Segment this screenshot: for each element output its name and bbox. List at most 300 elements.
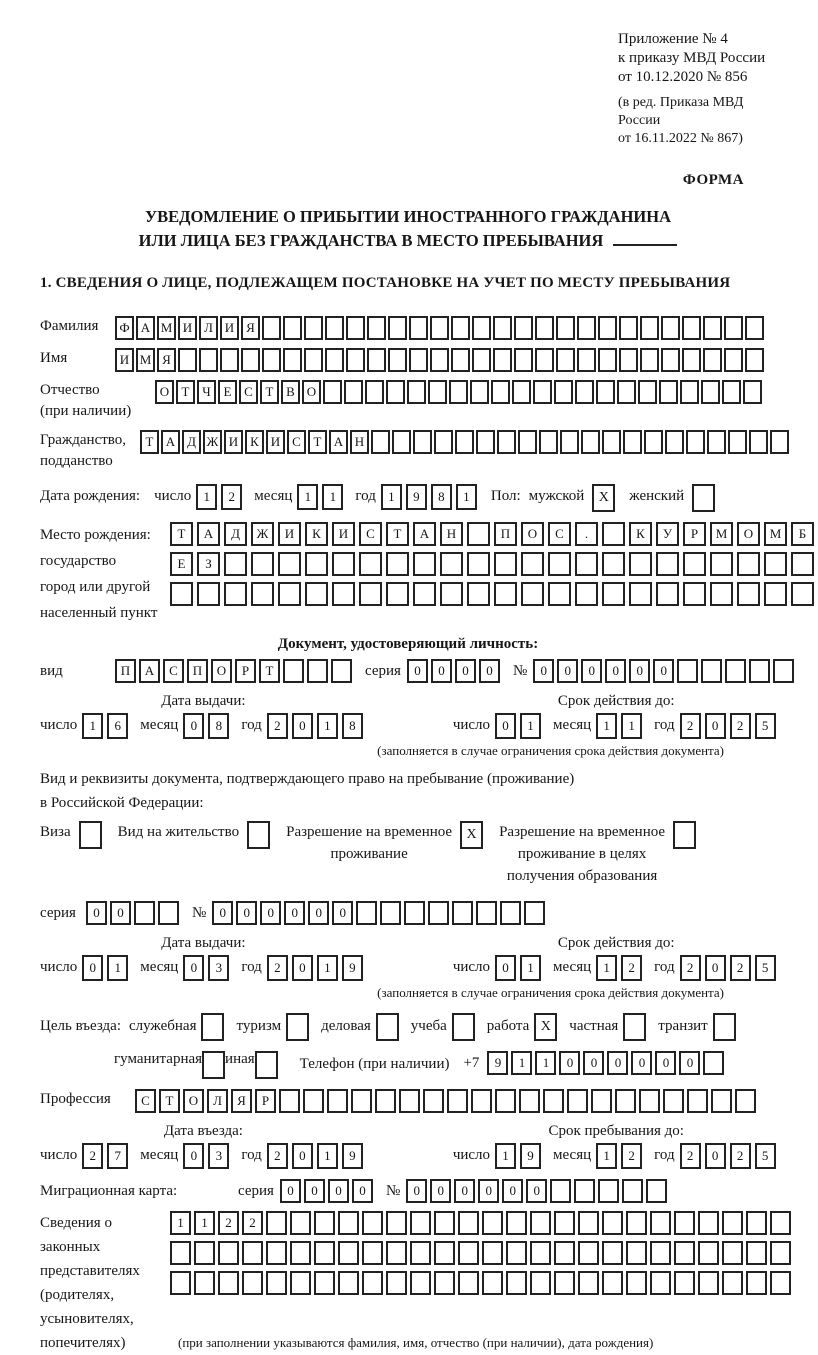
char-cell[interactable] — [458, 1211, 479, 1235]
char-cell[interactable]: Ф — [115, 316, 134, 340]
char-cell[interactable]: Т — [386, 522, 409, 546]
char-cell[interactable]: 1 — [535, 1051, 556, 1075]
char-cell[interactable] — [241, 348, 260, 372]
char-cell[interactable] — [665, 430, 684, 454]
char-cell[interactable]: Л — [207, 1089, 228, 1113]
char-cell[interactable] — [493, 348, 512, 372]
char-cell[interactable] — [388, 348, 407, 372]
char-cell[interactable]: З — [197, 552, 220, 576]
char-cell[interactable]: 0 — [679, 1051, 700, 1075]
char-cell[interactable] — [602, 430, 621, 454]
char-cell[interactable] — [514, 348, 533, 372]
char-cell[interactable] — [423, 1089, 444, 1113]
digit-cell[interactable]: 0 — [82, 955, 103, 981]
char-cell[interactable] — [314, 1211, 335, 1235]
char-cell[interactable] — [170, 1241, 191, 1265]
char-cell[interactable] — [323, 380, 342, 404]
checkbox[interactable] — [201, 1013, 224, 1041]
char-cell[interactable] — [710, 552, 733, 576]
checkbox[interactable] — [79, 821, 102, 849]
char-cell[interactable]: Я — [231, 1089, 252, 1113]
char-cell[interactable]: Ж — [251, 522, 274, 546]
char-cell[interactable]: 0 — [653, 659, 674, 683]
char-cell[interactable]: М — [710, 522, 733, 546]
char-cell[interactable] — [550, 1179, 571, 1203]
char-cell[interactable]: П — [187, 659, 208, 683]
char-cell[interactable] — [158, 901, 179, 925]
char-cell[interactable]: 0 — [304, 1179, 325, 1203]
char-cell[interactable]: О — [302, 380, 321, 404]
digit-cell[interactable]: 1 — [456, 484, 477, 510]
char-cell[interactable] — [178, 348, 197, 372]
char-cell[interactable]: 0 — [533, 659, 554, 683]
char-cell[interactable]: Ч — [197, 380, 216, 404]
char-cell[interactable]: 0 — [478, 1179, 499, 1203]
char-cell[interactable] — [170, 582, 193, 606]
digit-cell[interactable]: 1 — [621, 713, 642, 739]
char-cell[interactable] — [644, 430, 663, 454]
char-cell[interactable] — [467, 552, 490, 576]
char-cell[interactable] — [680, 380, 699, 404]
digit-cell[interactable]: 1 — [596, 713, 617, 739]
char-cell[interactable] — [615, 1089, 636, 1113]
char-cell[interactable] — [506, 1211, 527, 1235]
char-cell[interactable] — [434, 430, 453, 454]
char-cell[interactable]: 0 — [308, 901, 329, 925]
char-cell[interactable] — [617, 380, 636, 404]
char-cell[interactable] — [434, 1211, 455, 1235]
char-cell[interactable] — [626, 1241, 647, 1265]
char-cell[interactable] — [451, 316, 470, 340]
char-cell[interactable] — [413, 430, 432, 454]
digit-cell[interactable]: 0 — [495, 955, 516, 981]
digit-cell[interactable]: 0 — [183, 955, 204, 981]
char-cell[interactable] — [471, 1089, 492, 1113]
char-cell[interactable] — [629, 582, 652, 606]
char-cell[interactable] — [346, 316, 365, 340]
char-cell[interactable] — [698, 1211, 719, 1235]
char-cell[interactable] — [428, 901, 449, 925]
char-cell[interactable] — [262, 316, 281, 340]
char-cell[interactable] — [577, 316, 596, 340]
digit-cell[interactable]: 1 — [196, 484, 217, 510]
checkbox[interactable]: X — [534, 1013, 557, 1041]
char-cell[interactable] — [458, 1271, 479, 1295]
digit-cell[interactable]: 1 — [297, 484, 318, 510]
char-cell[interactable] — [325, 316, 344, 340]
char-cell[interactable]: С — [548, 522, 571, 546]
char-cell[interactable] — [530, 1241, 551, 1265]
digit-cell[interactable]: 2 — [621, 1143, 642, 1169]
digit-cell[interactable]: 2 — [680, 1143, 701, 1169]
char-cell[interactable] — [224, 552, 247, 576]
char-cell[interactable]: 0 — [352, 1179, 373, 1203]
char-cell[interactable] — [674, 1241, 695, 1265]
char-cell[interactable]: Р — [235, 659, 256, 683]
char-cell[interactable] — [494, 582, 517, 606]
char-cell[interactable] — [698, 1271, 719, 1295]
digit-cell[interactable]: 3 — [208, 1143, 229, 1169]
digit-cell[interactable]: 0 — [705, 713, 726, 739]
char-cell[interactable] — [404, 901, 425, 925]
char-cell[interactable] — [554, 1241, 575, 1265]
char-cell[interactable] — [434, 1241, 455, 1265]
char-cell[interactable] — [602, 1241, 623, 1265]
char-cell[interactable] — [674, 1271, 695, 1295]
char-cell[interactable] — [722, 1271, 743, 1295]
char-cell[interactable] — [770, 1241, 791, 1265]
char-cell[interactable] — [707, 430, 726, 454]
char-cell[interactable] — [386, 380, 405, 404]
char-cell[interactable] — [344, 380, 363, 404]
char-cell[interactable] — [409, 316, 428, 340]
char-cell[interactable] — [351, 1089, 372, 1113]
char-cell[interactable] — [602, 1271, 623, 1295]
digit-cell[interactable]: 2 — [730, 1143, 751, 1169]
digit-cell[interactable]: 6 — [107, 713, 128, 739]
char-cell[interactable] — [745, 316, 764, 340]
char-cell[interactable]: И — [115, 348, 134, 372]
char-cell[interactable] — [554, 1211, 575, 1235]
char-cell[interactable] — [371, 430, 390, 454]
char-cell[interactable] — [251, 582, 274, 606]
char-cell[interactable]: 2 — [242, 1211, 263, 1235]
char-cell[interactable] — [626, 1211, 647, 1235]
char-cell[interactable]: С — [239, 380, 258, 404]
char-cell[interactable]: 0 — [455, 659, 476, 683]
char-cell[interactable] — [639, 1089, 660, 1113]
char-cell[interactable] — [574, 1179, 595, 1203]
digit-cell[interactable]: 1 — [495, 1143, 516, 1169]
digit-cell[interactable]: 1 — [317, 1143, 338, 1169]
char-cell[interactable] — [745, 348, 764, 372]
char-cell[interactable]: А — [413, 522, 436, 546]
char-cell[interactable] — [458, 1241, 479, 1265]
char-cell[interactable] — [791, 582, 814, 606]
char-cell[interactable]: Е — [218, 380, 237, 404]
char-cell[interactable] — [242, 1241, 263, 1265]
char-cell[interactable] — [375, 1089, 396, 1113]
digit-cell[interactable]: 8 — [431, 484, 452, 510]
char-cell[interactable] — [548, 582, 571, 606]
char-cell[interactable] — [575, 552, 598, 576]
char-cell[interactable]: 0 — [502, 1179, 523, 1203]
char-cell[interactable] — [638, 380, 657, 404]
char-cell[interactable] — [380, 901, 401, 925]
char-cell[interactable]: О — [521, 522, 544, 546]
char-cell[interactable]: Р — [683, 522, 706, 546]
char-cell[interactable] — [476, 901, 497, 925]
char-cell[interactable] — [491, 380, 510, 404]
digit-cell[interactable]: 0 — [183, 713, 204, 739]
char-cell[interactable] — [746, 1241, 767, 1265]
checkbox[interactable] — [452, 1013, 475, 1041]
char-cell[interactable] — [409, 348, 428, 372]
char-cell[interactable] — [791, 552, 814, 576]
char-cell[interactable] — [338, 1271, 359, 1295]
char-cell[interactable] — [703, 1051, 724, 1075]
digit-cell[interactable]: 0 — [292, 955, 313, 981]
char-cell[interactable]: 0 — [430, 1179, 451, 1203]
char-cell[interactable] — [365, 380, 384, 404]
checkbox[interactable] — [376, 1013, 399, 1041]
char-cell[interactable] — [554, 1271, 575, 1295]
char-cell[interactable] — [737, 582, 760, 606]
char-cell[interactable] — [530, 1271, 551, 1295]
char-cell[interactable] — [514, 316, 533, 340]
char-cell[interactable] — [735, 1089, 756, 1113]
char-cell[interactable]: Т — [308, 430, 327, 454]
char-cell[interactable] — [629, 552, 652, 576]
digit-cell[interactable]: 8 — [208, 713, 229, 739]
digit-cell[interactable]: 2 — [621, 955, 642, 981]
char-cell[interactable] — [386, 582, 409, 606]
char-cell[interactable]: К — [629, 522, 652, 546]
char-cell[interactable] — [622, 1179, 643, 1203]
char-cell[interactable] — [314, 1241, 335, 1265]
char-cell[interactable] — [602, 522, 625, 546]
char-cell[interactable] — [640, 316, 659, 340]
char-cell[interactable]: С — [287, 430, 306, 454]
digit-cell[interactable]: 5 — [755, 955, 776, 981]
char-cell[interactable] — [410, 1271, 431, 1295]
char-cell[interactable] — [266, 1241, 287, 1265]
digit-cell[interactable]: 9 — [406, 484, 427, 510]
digit-cell[interactable]: 0 — [292, 1143, 313, 1169]
char-cell[interactable] — [218, 1241, 239, 1265]
char-cell[interactable] — [722, 1211, 743, 1235]
char-cell[interactable] — [197, 582, 220, 606]
digit-cell[interactable]: 1 — [596, 1143, 617, 1169]
char-cell[interactable] — [440, 582, 463, 606]
char-cell[interactable]: Д — [224, 522, 247, 546]
char-cell[interactable]: 0 — [629, 659, 650, 683]
char-cell[interactable] — [591, 1089, 612, 1113]
char-cell[interactable]: И — [220, 316, 239, 340]
char-cell[interactable] — [548, 552, 571, 576]
char-cell[interactable] — [663, 1089, 684, 1113]
char-cell[interactable] — [535, 316, 554, 340]
char-cell[interactable]: У — [656, 522, 679, 546]
digit-cell[interactable]: 1 — [107, 955, 128, 981]
char-cell[interactable]: 0 — [86, 901, 107, 925]
char-cell[interactable] — [362, 1241, 383, 1265]
char-cell[interactable] — [656, 552, 679, 576]
char-cell[interactable] — [482, 1211, 503, 1235]
char-cell[interactable] — [598, 348, 617, 372]
char-cell[interactable]: Ж — [203, 430, 222, 454]
checkbox[interactable] — [673, 821, 696, 849]
char-cell[interactable] — [362, 1271, 383, 1295]
char-cell[interactable]: 0 — [655, 1051, 676, 1075]
char-cell[interactable] — [482, 1241, 503, 1265]
char-cell[interactable] — [359, 552, 382, 576]
char-cell[interactable]: И — [278, 522, 301, 546]
char-cell[interactable] — [494, 552, 517, 576]
char-cell[interactable] — [430, 316, 449, 340]
char-cell[interactable] — [410, 1211, 431, 1235]
char-cell[interactable] — [764, 552, 787, 576]
char-cell[interactable]: 0 — [328, 1179, 349, 1203]
char-cell[interactable] — [543, 1089, 564, 1113]
char-cell[interactable] — [386, 1211, 407, 1235]
char-cell[interactable] — [279, 1089, 300, 1113]
char-cell[interactable]: О — [183, 1089, 204, 1113]
char-cell[interactable] — [472, 316, 491, 340]
char-cell[interactable]: 0 — [526, 1179, 547, 1203]
gender-male-checkbox[interactable]: X — [592, 484, 615, 512]
char-cell[interactable] — [575, 380, 594, 404]
checkbox[interactable] — [247, 821, 270, 849]
char-cell[interactable] — [619, 316, 638, 340]
char-cell[interactable]: 0 — [212, 901, 233, 925]
char-cell[interactable] — [278, 552, 301, 576]
char-cell[interactable] — [440, 552, 463, 576]
char-cell[interactable] — [519, 1089, 540, 1113]
char-cell[interactable] — [602, 552, 625, 576]
checkbox[interactable] — [286, 1013, 309, 1041]
char-cell[interactable]: 0 — [406, 1179, 427, 1203]
checkbox[interactable] — [202, 1051, 225, 1079]
char-cell[interactable] — [338, 1211, 359, 1235]
digit-cell[interactable]: 1 — [317, 713, 338, 739]
char-cell[interactable]: И — [224, 430, 243, 454]
digit-cell[interactable]: 2 — [267, 713, 288, 739]
char-cell[interactable] — [495, 1089, 516, 1113]
char-cell[interactable] — [728, 430, 747, 454]
char-cell[interactable]: 2 — [218, 1211, 239, 1235]
char-cell[interactable] — [521, 582, 544, 606]
char-cell[interactable] — [701, 659, 722, 683]
char-cell[interactable] — [493, 316, 512, 340]
char-cell[interactable] — [710, 582, 733, 606]
char-cell[interactable]: П — [494, 522, 517, 546]
char-cell[interactable] — [659, 380, 678, 404]
char-cell[interactable] — [764, 582, 787, 606]
char-cell[interactable]: Я — [157, 348, 176, 372]
char-cell[interactable] — [770, 430, 789, 454]
char-cell[interactable] — [575, 582, 598, 606]
char-cell[interactable] — [449, 380, 468, 404]
char-cell[interactable] — [556, 316, 575, 340]
char-cell[interactable] — [524, 901, 545, 925]
char-cell[interactable] — [623, 430, 642, 454]
char-cell[interactable] — [413, 582, 436, 606]
char-cell[interactable] — [602, 582, 625, 606]
digit-cell[interactable]: 0 — [705, 955, 726, 981]
char-cell[interactable] — [194, 1241, 215, 1265]
char-cell[interactable] — [650, 1271, 671, 1295]
digit-cell[interactable]: 1 — [520, 713, 541, 739]
char-cell[interactable] — [521, 552, 544, 576]
char-cell[interactable] — [451, 348, 470, 372]
char-cell[interactable] — [682, 348, 701, 372]
char-cell[interactable] — [410, 1241, 431, 1265]
char-cell[interactable]: М — [764, 522, 787, 546]
char-cell[interactable] — [251, 552, 274, 576]
char-cell[interactable]: Я — [241, 316, 260, 340]
char-cell[interactable] — [305, 582, 328, 606]
char-cell[interactable] — [749, 659, 770, 683]
char-cell[interactable]: Д — [182, 430, 201, 454]
char-cell[interactable] — [362, 1211, 383, 1235]
char-cell[interactable] — [266, 1271, 287, 1295]
char-cell[interactable] — [413, 552, 436, 576]
char-cell[interactable] — [386, 1241, 407, 1265]
char-cell[interactable]: О — [155, 380, 174, 404]
char-cell[interactable] — [674, 1211, 695, 1235]
char-cell[interactable]: Е — [170, 552, 193, 576]
digit-cell[interactable]: 2 — [730, 955, 751, 981]
char-cell[interactable] — [290, 1271, 311, 1295]
char-cell[interactable] — [470, 380, 489, 404]
char-cell[interactable] — [577, 348, 596, 372]
char-cell[interactable]: С — [135, 1089, 156, 1113]
char-cell[interactable] — [506, 1271, 527, 1295]
char-cell[interactable]: Т — [170, 522, 193, 546]
char-cell[interactable] — [346, 348, 365, 372]
char-cell[interactable] — [134, 901, 155, 925]
char-cell[interactable] — [314, 1271, 335, 1295]
char-cell[interactable]: К — [245, 430, 264, 454]
char-cell[interactable]: Т — [260, 380, 279, 404]
char-cell[interactable]: М — [157, 316, 176, 340]
char-cell[interactable] — [602, 1211, 623, 1235]
char-cell[interactable]: А — [329, 430, 348, 454]
char-cell[interactable] — [359, 582, 382, 606]
char-cell[interactable] — [220, 348, 239, 372]
checkbox[interactable] — [255, 1051, 278, 1079]
char-cell[interactable] — [554, 380, 573, 404]
char-cell[interactable] — [332, 582, 355, 606]
char-cell[interactable] — [724, 348, 743, 372]
char-cell[interactable]: 1 — [194, 1211, 215, 1235]
char-cell[interactable]: А — [161, 430, 180, 454]
char-cell[interactable] — [656, 582, 679, 606]
char-cell[interactable]: А — [139, 659, 160, 683]
char-cell[interactable] — [749, 430, 768, 454]
char-cell[interactable] — [661, 316, 680, 340]
digit-cell[interactable]: 7 — [107, 1143, 128, 1169]
char-cell[interactable] — [367, 316, 386, 340]
char-cell[interactable]: 0 — [607, 1051, 628, 1075]
digit-cell[interactable]: 8 — [342, 713, 363, 739]
char-cell[interactable] — [686, 430, 705, 454]
char-cell[interactable] — [578, 1211, 599, 1235]
char-cell[interactable]: И — [178, 316, 197, 340]
char-cell[interactable] — [560, 430, 579, 454]
char-cell[interactable]: 0 — [407, 659, 428, 683]
char-cell[interactable] — [703, 348, 722, 372]
char-cell[interactable] — [698, 1241, 719, 1265]
digit-cell[interactable]: 1 — [381, 484, 402, 510]
char-cell[interactable]: 0 — [605, 659, 626, 683]
char-cell[interactable] — [646, 1179, 667, 1203]
digit-cell[interactable]: 3 — [208, 955, 229, 981]
char-cell[interactable]: 0 — [454, 1179, 475, 1203]
digit-cell[interactable]: 1 — [82, 713, 103, 739]
digit-cell[interactable]: 2 — [267, 1143, 288, 1169]
char-cell[interactable]: М — [136, 348, 155, 372]
char-cell[interactable] — [434, 1271, 455, 1295]
char-cell[interactable] — [746, 1211, 767, 1235]
char-cell[interactable]: 0 — [284, 901, 305, 925]
digit-cell[interactable]: 5 — [755, 713, 776, 739]
char-cell[interactable] — [283, 348, 302, 372]
char-cell[interactable]: Т — [259, 659, 280, 683]
char-cell[interactable] — [683, 582, 706, 606]
char-cell[interactable] — [535, 348, 554, 372]
